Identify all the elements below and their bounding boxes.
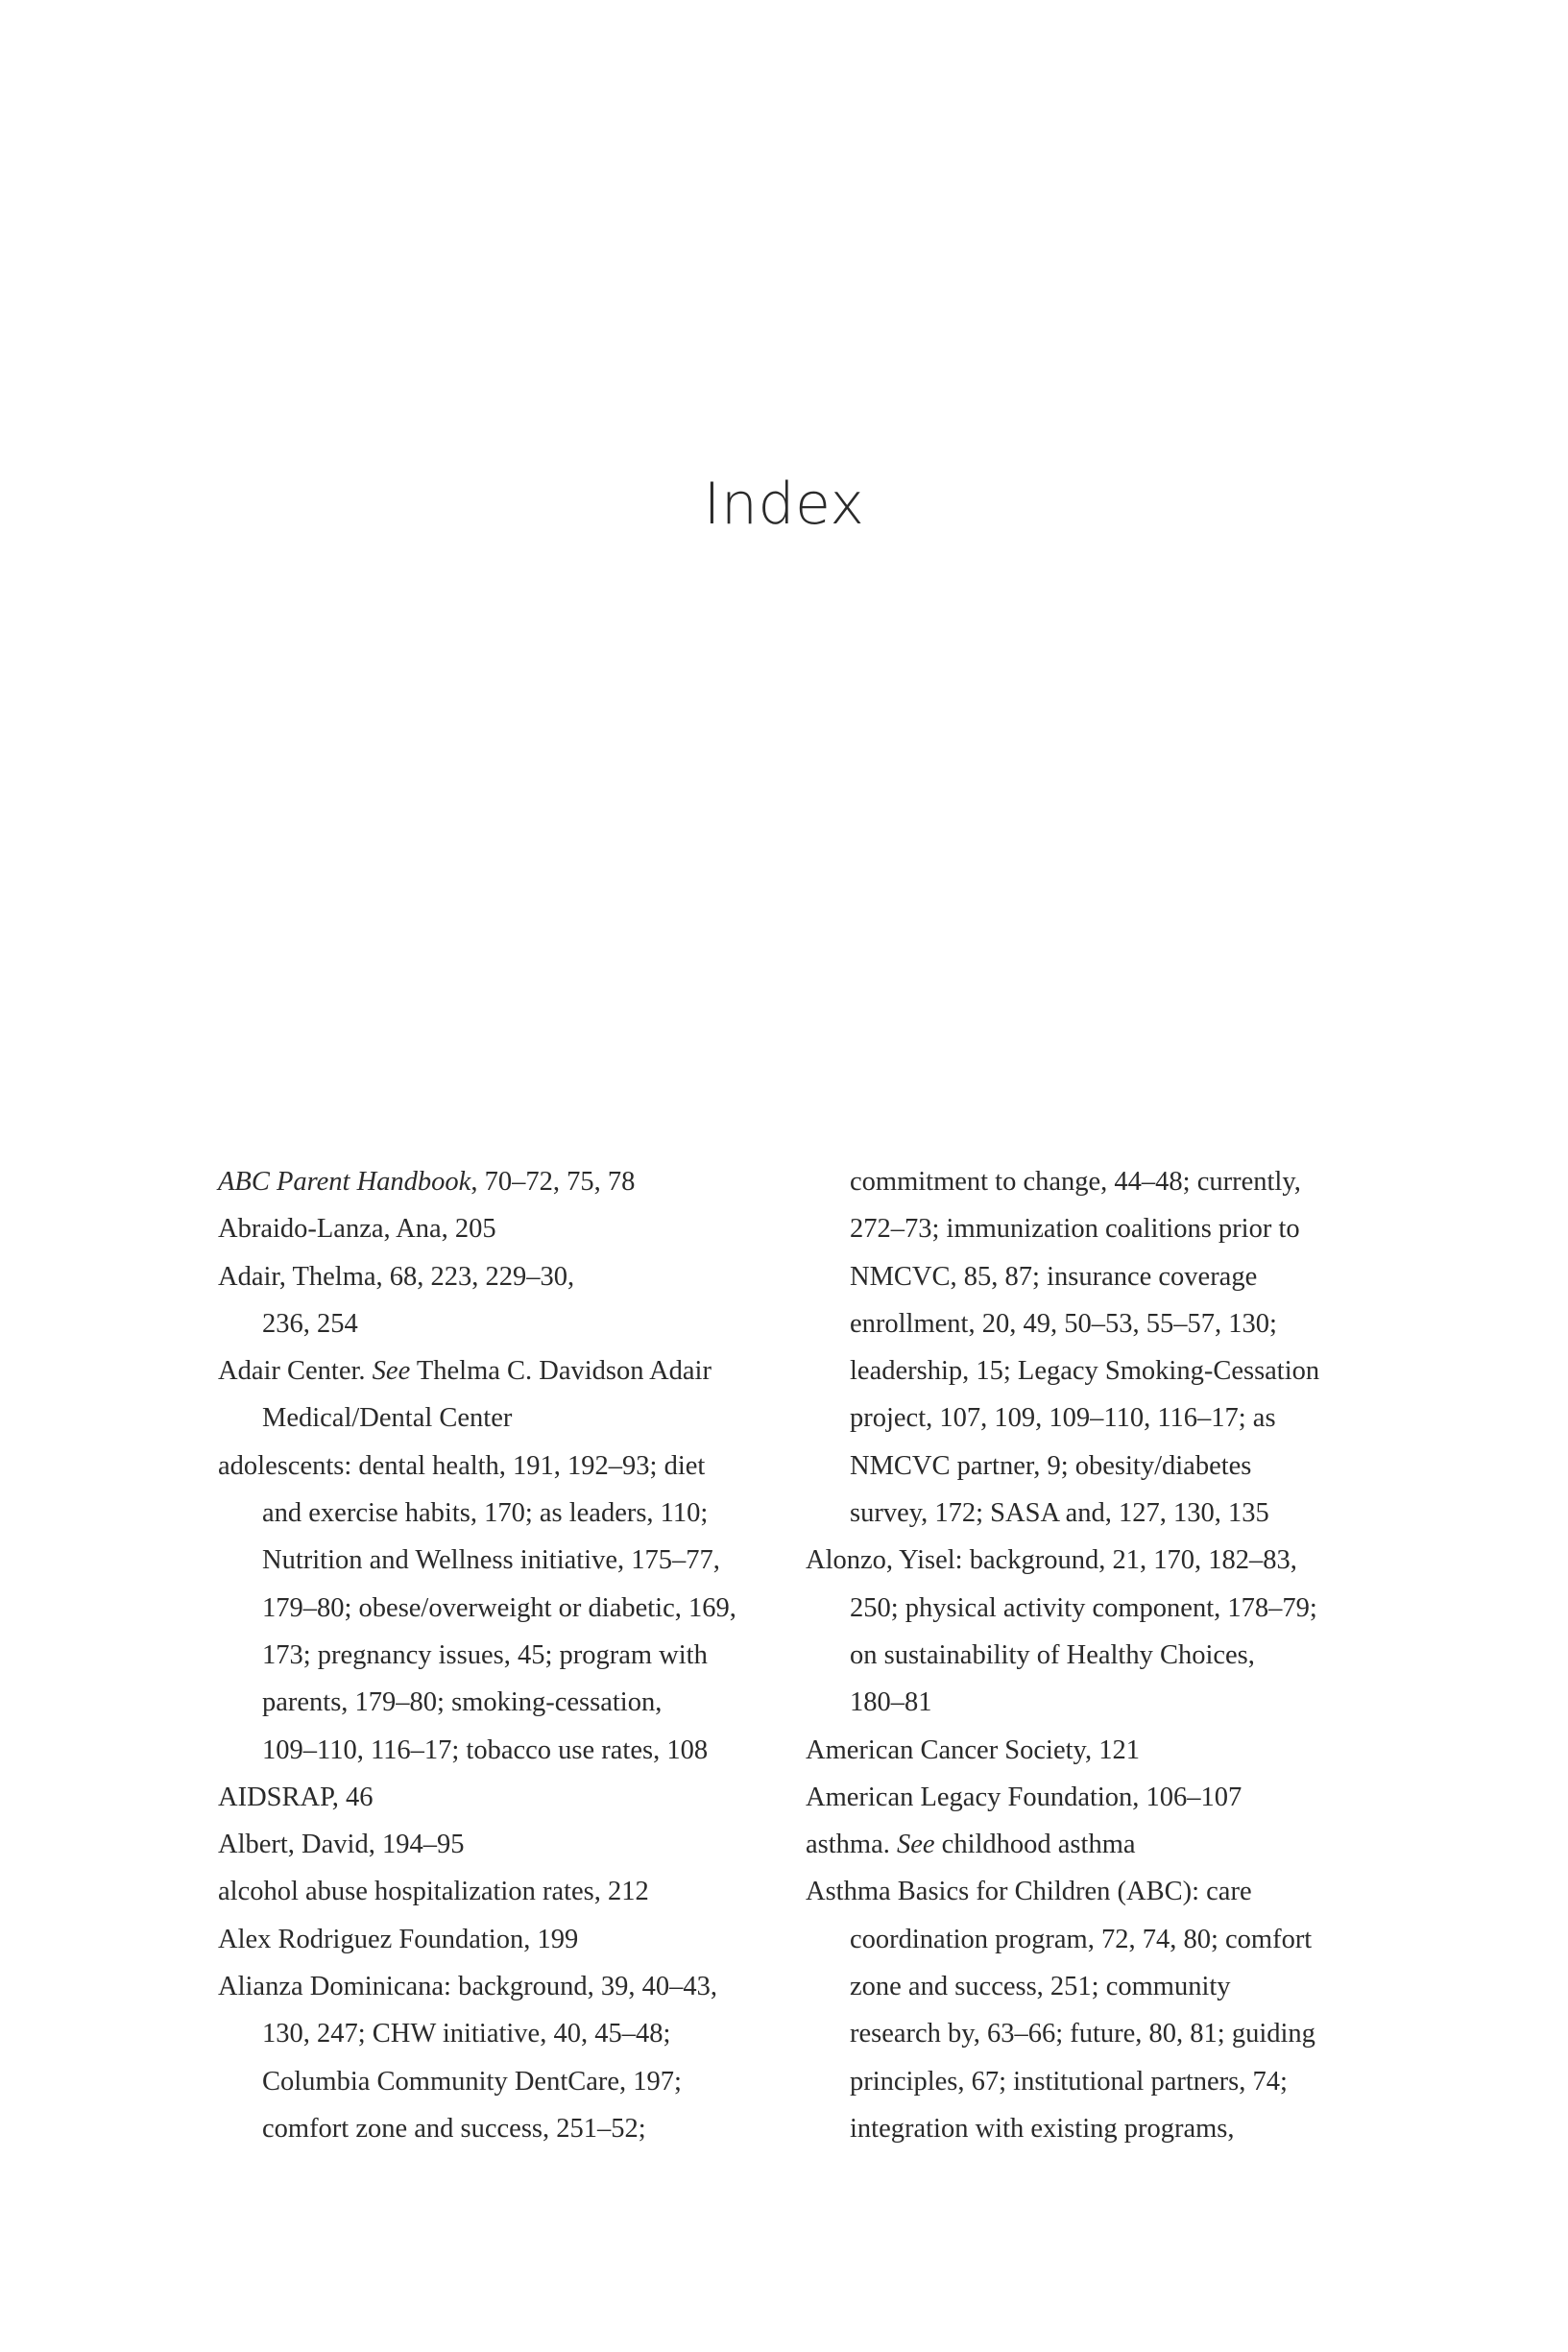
index-line [218,1774,794,1821]
index-line [806,1868,1382,1915]
index-text: American Cancer Society, 121 [806,1734,1140,1765]
index-line [218,1300,794,1347]
index-text: coordination program, 72, 74, 80; comfort [850,1924,1313,1954]
index-text: Alex Rodriguez Foundation, 199 [218,1924,579,1954]
index-text: Nutrition and Wellness initiative, 175–77, [262,1545,720,1576]
index-entry-alianza-dominicana-cont [806,1158,1382,1537]
index-text: , 70–72, 75, 78 [470,1167,636,1197]
index-text: 130, 247; CHW initiative, 40, 45–48; [262,2019,671,2049]
index-text: research by, 63–66; future, 80, 81; guiding [850,2019,1315,2049]
index-line [806,1537,1382,1584]
index-line [806,1205,1382,1252]
index-text: AIDSRAP, 46 [218,1782,374,1812]
index-line [806,2058,1382,2105]
index-entry-alex-rodriguez [218,1916,794,1963]
index-text: zone and success, 251; community [850,1972,1231,2002]
index-line [806,1394,1382,1442]
index-text: Alianza Dominicana: background, 39, 40–43, [218,1972,717,2002]
index-text: Abraido-Lanza, Ana, 205 [218,1214,496,1245]
index-entry-aidsrap [218,1774,794,1821]
index-text: parents, 179–80; smoking-cessation, [262,1687,663,1718]
index-text: 109–110, 116–17; tobacco use rates, 108 [262,1734,709,1765]
index-line [218,2105,794,2152]
index-line [806,1443,1382,1490]
index-text: and exercise habits, 170; as leaders, 110; [262,1498,709,1529]
index-line [218,1205,794,1252]
index-column-left [218,1158,794,2152]
index-text: leadership, 15; Legacy Smoking-Cessation [850,1356,1320,1387]
index-entry-albert-david [218,1821,794,1868]
index-line [218,2010,794,2057]
index-text: NMCVC partner, 9; obesity/diabetes [850,1450,1252,1481]
index-line [218,1253,794,1300]
index-text: Alonzo, Yisel: background, 21, 170, 182–83, [806,1545,1297,1576]
index-line [806,1347,1382,1394]
index-text: asthma. [806,1830,897,1860]
index-entry-abc-parent-handbook [218,1158,794,1205]
index-text: Thelma C. Davidson Adair [410,1356,712,1387]
index-line [218,1394,794,1442]
index-line [218,1537,794,1584]
index-line [218,1916,794,1963]
index-entry-asthma [806,1821,1382,1868]
index-line [218,1347,794,1394]
index-line [218,1632,794,1679]
index-text: comfort zone and success, 251–52; [262,2113,646,2144]
index-text: Asthma Basics for Children (ABC): care [806,1877,1252,1907]
index-text: Medical/Dental Center [262,1403,513,1434]
index-line [218,1443,794,1490]
index-text: 236, 254 [262,1308,358,1339]
index-text: alcohol abuse hospitalization rates, 212 [218,1877,649,1907]
index-entry-alianza-dominicana [218,1963,794,2152]
index-text: commitment to change, 44–48; currently, [850,1167,1301,1197]
index-line [806,1916,1382,1963]
index-entry-alcohol-abuse [218,1868,794,1915]
index-line [806,1585,1382,1632]
index-line [806,1963,1382,2010]
index-text: integration with existing programs, [850,2113,1235,2144]
index-entry-alonzo-yisel [806,1537,1382,1726]
index-text: adolescents: dental health, 191, 192–93; diet [218,1450,706,1481]
index-italic-text: ABC Parent Handbook [218,1167,471,1197]
index-line [218,1963,794,2010]
index-text: on sustainability of Healthy Choices, [850,1639,1255,1670]
index-line [218,1585,794,1632]
index-text: survey, 172; SASA and, 127, 130, 135 [850,1498,1269,1529]
index-text: American Legacy Foundation, 106–107 [806,1782,1242,1812]
index-entry-abraido-lanza [218,1205,794,1252]
index-text: 180–81 [850,1687,932,1718]
index-entry-asthma-basics [806,1868,1382,2152]
index-text: enrollment, 20, 49, 50–53, 55–57, 130; [850,1308,1277,1339]
index-text: principles, 67; institutional partners, 74; [850,2066,1288,2097]
index-text: 179–80; obese/overweight or diabetic, 169, [262,1592,736,1623]
index-entry-adolescents [218,1443,794,1774]
page-title: Index [703,471,865,539]
index-line [806,1632,1382,1679]
index-line [218,1727,794,1774]
index-line [218,1490,794,1537]
index-text: project, 107, 109, 109–110, 116–17; as [850,1403,1276,1434]
index-line [806,2105,1382,2152]
index-text: Albert, David, 194–95 [218,1830,465,1860]
index-line [806,1300,1382,1347]
index-line [806,1253,1382,1300]
index-text: 173; pregnancy issues, 45; program with [262,1639,708,1670]
index-column-right [806,1158,1382,2152]
index-text: 250; physical activity component, 178–79; [850,1592,1317,1623]
index-line [806,1679,1382,1726]
index-italic-text: See [372,1356,411,1387]
index-text: Adair, Thelma, 68, 223, 229–30, [218,1261,575,1292]
index-text: Adair Center. [218,1356,373,1387]
index-line [218,1868,794,1915]
index-line [806,1821,1382,1868]
index-entry-american-legacy [806,1774,1382,1821]
index-text: Columbia Community DentCare, 197; [262,2066,682,2097]
index-line [218,2058,794,2105]
index-italic-text: See [896,1830,935,1860]
index-entry-adair-center [218,1347,794,1443]
index-line [806,1727,1382,1774]
index-line [806,1158,1382,1205]
index-line [218,1158,794,1205]
index-line [806,1774,1382,1821]
index-line [218,1679,794,1726]
index-text: 272–73; immunization coalitions prior to [850,1214,1300,1245]
index-line [806,2010,1382,2057]
index-line [218,1821,794,1868]
index-line [806,1490,1382,1537]
index-text: NMCVC, 85, 87; insurance coverage [850,1261,1258,1292]
index-entry-adair-thelma [218,1253,794,1348]
index-text: childhood asthma [934,1830,1136,1860]
index-entry-american-cancer-society [806,1727,1382,1774]
